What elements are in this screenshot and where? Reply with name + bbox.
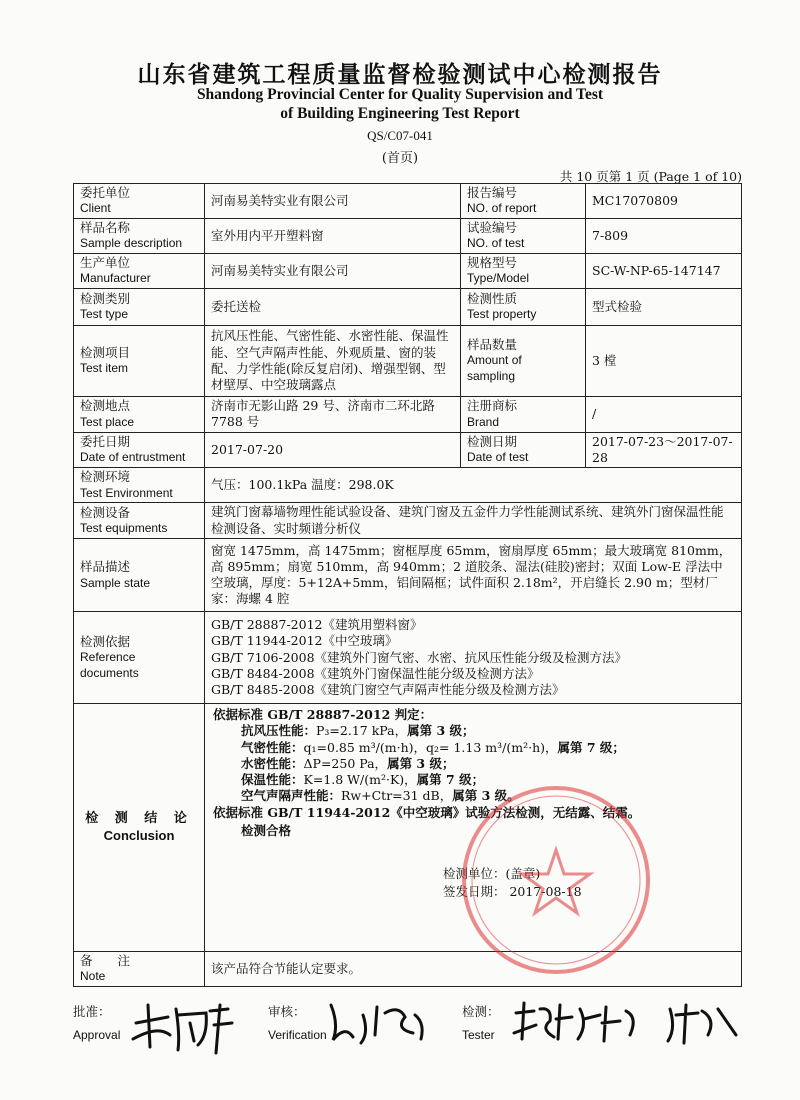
air-tightness-result: 气密性能：q₁=0.85 m³/(m·h)，q₂= 1.13 m³/(m²·h)，属第 7 级；: [241, 739, 625, 755]
approval-signature-field: 批准： Approval: [73, 1004, 121, 1042]
place-value: 济南市无影山路 29 号、济南市二环北路 7788 号: [205, 396, 461, 432]
reference-item: GB/T 11944-2012《中空玻璃》: [211, 633, 398, 649]
sound-insulation-result: 空气声隔声性能：Rw+Ctr=31 dB，属第 3 级。: [241, 788, 520, 804]
amount-value: 3 樘: [586, 325, 742, 396]
sample-value: 室外用内平开塑料窗: [205, 218, 461, 253]
issue-date: 签发日期： 2017-08-18: [443, 883, 582, 899]
conclusion-standard-2: 依据标准 GB/T 11944-2012《中空玻璃》试验方法检测，无结露、结霜。: [213, 804, 641, 820]
sample-state-label: 样品描述 Sample state: [74, 539, 205, 612]
entrust-date-value: 2017-07-20: [205, 432, 461, 468]
report-title-en-line1: Shandong Provincial Center for Quality Supervision and Test: [196, 86, 604, 103]
test-type-value: 委托送检: [205, 288, 461, 325]
tester-handwritten-signatures: [510, 995, 750, 1050]
verification-signature-field: 审核： Verification: [268, 1004, 327, 1042]
sample-state-value: 窗宽 1475mm，高 1475mm；窗框厚度 65mm，窗扇厚度 65mm；最大玻璃宽 810mm，高 895mm；扇宽 510mm，高 940mm；2 道胶条、湿法(硅胶)密封；双面 Low-E 浮法中空玻璃，厚度：5+12A+5mm，铝间隔框；试件面积 2.18m²，开启缝长 2.90 m；型材厂家：海螺 4 腔: [205, 539, 742, 612]
tester-signature-field: 检测： Tester: [462, 1004, 500, 1042]
reference-label: 检测依据 Reference documents: [74, 612, 205, 704]
test-date-label: 检测日期 Date of test: [461, 432, 586, 468]
approval-handwritten-signature: [128, 995, 238, 1055]
wind-pressure-result: 抗风压性能：P₃=2.17 kPa，属第 3 级；: [241, 723, 475, 739]
verification-handwritten-signature: [325, 995, 435, 1050]
brand-label: 注册商标 Brand: [461, 396, 586, 432]
test-no-label: 试验编号 NO. of test: [461, 218, 586, 253]
test-type-label: 检测类别 Test type: [74, 288, 205, 325]
reference-item: GB/T 28887-2012《建筑用塑料窗》: [211, 617, 423, 633]
reference-item: GB/T 7106-2008《建筑外门窗气密、水密、抗风压性能分级及检测方法》: [211, 649, 628, 665]
place-label: 检测地点 Test place: [74, 396, 205, 432]
environment-value: 气压：100.1kPa 温度：298.0K: [205, 468, 742, 503]
thermal-result: 保温性能：K=1.8 W/(m²·K)，属第 7 级；: [241, 772, 485, 788]
brand-value: /: [586, 396, 742, 432]
conclusion-standard-1: 依据标准 GB/T 28887-2012 判定：: [213, 707, 433, 723]
model-value: SC-W-NP-65-147147: [586, 253, 742, 288]
manufacturer-label: 生产单位 Manufacturer: [74, 253, 205, 288]
conclusion-content: [205, 704, 742, 952]
model-label: 规格型号 Type/Model: [461, 253, 586, 288]
conclusion-label: 检 测 结 论 Conclusion: [74, 704, 205, 952]
equipment-label: 检测设备 Test equipments: [74, 503, 205, 539]
client-value: 河南易美特实业有限公司: [205, 184, 461, 219]
reference-item: GB/T 8485-2008《建筑门窗空气声隔声性能分级及检测方法》: [211, 682, 565, 698]
test-property-value: 型式检验: [586, 288, 742, 325]
sample-label: 样品名称 Sample description: [74, 218, 205, 253]
test-item-value: 抗风压性能、气密性能、水密性能、保温性能、空气声隔声性能、外观质量、窗的装配、力学性能(除反复启闭)、增强型钢、型材壁厚、中空玻璃露点: [205, 325, 461, 396]
reference-item: GB/T 8484-2008《建筑外门窗保温性能分级及检测方法》: [211, 665, 540, 681]
amount-label: 样品数量 Amount of sampling: [461, 325, 586, 396]
note-value: 该产品符合节能认定要求。: [205, 952, 742, 987]
test-date-value: 2017-07-23～2017-07-28: [586, 432, 742, 468]
entrust-date-label: 委托日期 Date of entrustment: [74, 432, 205, 468]
report-title-en-line2: of Building Engineering Test Report: [280, 105, 520, 122]
form-code: QS/C07-041: [367, 128, 433, 143]
test-no-value: 7-809: [586, 218, 742, 253]
report-no-label: 报告编号 NO. of report: [461, 184, 586, 219]
first-page-label: (首页): [381, 151, 419, 166]
manufacturer-value: 河南易美特实业有限公司: [205, 253, 461, 288]
equipment-value: 建筑门窗幕墙物理性能试验设备、建筑门窗及五金件力学性能测试系统、建筑外门窗保温性能检测设备、实时频谱分析仪: [205, 503, 742, 539]
report-table: [73, 183, 742, 987]
report-title-cn: 山东省建筑工程质量监督检验测试中心检测报告: [137, 61, 663, 88]
reference-list: [205, 612, 742, 704]
client-label: 委托单位 Client: [74, 184, 205, 219]
note-label: 备 注 Note: [74, 952, 205, 987]
test-property-label: 检测性质 Test property: [461, 288, 586, 325]
environment-label: 检测环境 Test Environment: [74, 468, 205, 503]
page-info: 共 10 页第 1 页 (Page 1 of 10): [559, 169, 742, 184]
water-tightness-result: 水密性能：ΔP=250 Pa，属第 3 级；: [241, 755, 455, 771]
report-no-value: MC17070809: [586, 184, 742, 219]
testing-unit-stamp-label: 检测单位：(盖章): [443, 866, 541, 882]
test-item-label: 检测项目 Test item: [74, 325, 205, 396]
final-verdict: 检测合格: [241, 822, 292, 838]
